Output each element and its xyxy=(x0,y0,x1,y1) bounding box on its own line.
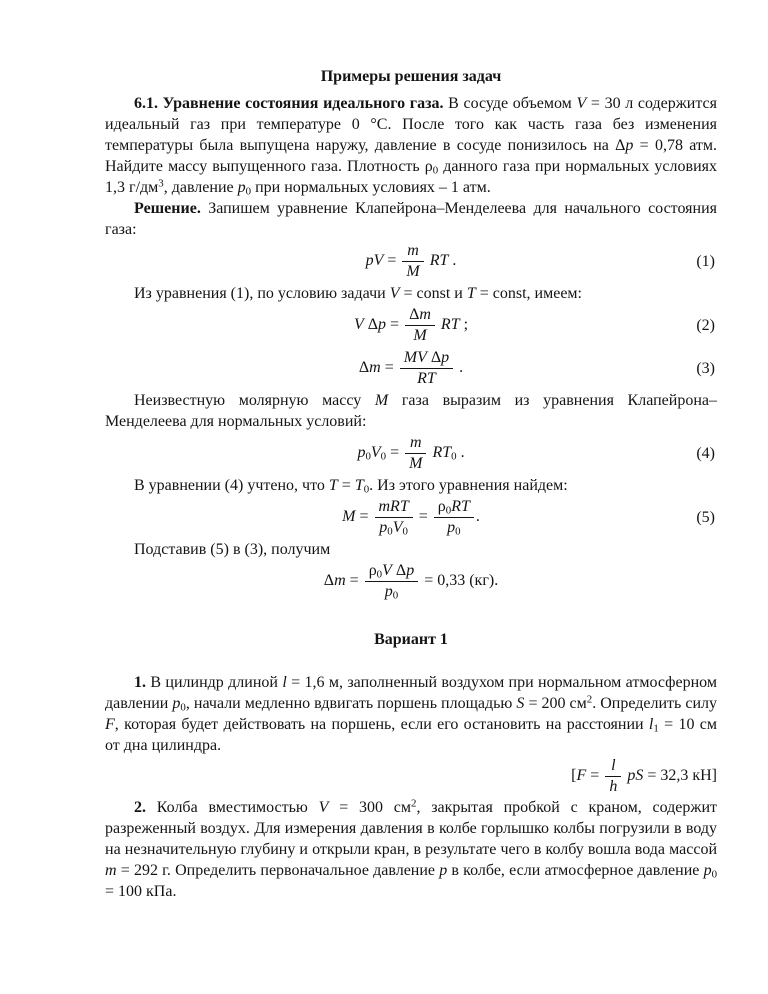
equation-2 xyxy=(105,304,717,347)
page-title: Примеры решения задач xyxy=(320,68,502,85)
equation-4-body: $p_0V_0$ = $\frac{m}{M}$ $RT_0$ . xyxy=(357,434,465,472)
fraction: $\frac{m}{M}$ xyxy=(405,434,426,473)
equation-4-number: (4) xyxy=(696,444,715,462)
equation-4 xyxy=(105,432,717,475)
equation-1-body: pV = $\frac{m}{M}$ RT . xyxy=(365,242,457,280)
fraction: $\frac{\rho_0V \Delta p}{p_0}$ xyxy=(365,562,419,601)
problem-1-answer-body: [F = $\frac{l}{h}$ pS = 32,3 кН] xyxy=(571,757,717,795)
problem-1-answer xyxy=(105,757,717,796)
solution-intro-paragraph: Решение. Запишем уравнение Клапейрона–Менделеева для начального состояния газа: xyxy=(105,200,717,238)
equation-1 xyxy=(105,240,717,283)
problem-1-paragraph: 1. В цилиндр длиной l = 1,6 м, заполненный воздухом при нормальном атмосферном давлении $p_0$, начали медленно вдвигать поршень площадью S = 200 $см^2$. Определить силу F, которая будет действовать на поршень, если его остановить на расстоянии $l_1 = 10$ см от дна цилиндра. xyxy=(105,674,718,754)
equation-3 xyxy=(105,347,717,390)
after-eq4-paragraph: В уравнении (4) учтено, что $T = T_0$. Из этого уравнения найдем: xyxy=(134,477,568,496)
fraction: $\frac{l}{h}$ xyxy=(605,757,621,796)
problem-2-paragraph: 2. Колба вместимостью V = 300 $см^2$, закрытая пробкой с краном, содержит разреженный воздух. Для измерения давления в колбе горлышко колбы погрузили в воду на незначительную глубину и открыли кран, в результате чего в колбу вошла вода массой m = 292 г. Определить первоначальное давление p в колбе, если атмосферное давление $p_0 = 100$ кПа. xyxy=(105,797,718,900)
variant-heading: Вариант 1 xyxy=(374,631,448,648)
equation-2-number: (2) xyxy=(696,316,715,334)
equation-3-number: (3) xyxy=(696,359,715,377)
equation-1-number: (1) xyxy=(696,252,715,270)
after-eq1-paragraph: Из уравнения (1), по условию задачи V = const и T = const, имеем: xyxy=(134,285,582,302)
fraction: $\frac{\text{MV Δp}}{RT}$ xyxy=(400,349,453,388)
fraction: $\frac{\rho_0RT}{p_0}$ xyxy=(434,498,474,537)
substitute-paragraph: Подставив (5) в (3), получим xyxy=(134,541,331,558)
result-equation xyxy=(105,560,717,603)
fraction: $\frac{\Delta m}{M}$ xyxy=(405,306,435,345)
equation-5-body: M = $\frac{\text{mRT}}{p_0V_0}$ = $\frac{\rho_0RT}{p_0}$ . xyxy=(342,498,480,538)
equation-3-body: Δm = $\frac{\text{MV Δp}}{RT}$ . xyxy=(358,349,464,387)
fraction: $\frac{\text{mRT}}{p_0V_0}$ xyxy=(375,498,413,537)
molar-mass-paragraph: Неизвестную молярную массу M газа выразим из уравнения Клапейрона–Менделеева для нормальных условий: xyxy=(105,392,717,430)
fraction: $\frac{m}{M}$ xyxy=(402,242,423,281)
equation-5 xyxy=(105,496,717,539)
equation-5-number: (5) xyxy=(696,508,715,526)
result-equation-body: Δm = $\frac{\rho_0V \Delta p}{p_0}$ = 0,33 (кг). xyxy=(323,562,499,602)
page-content xyxy=(105,66,717,902)
example-problem-paragraph: 6.1. Уравнение состояния идеального газа. В сосуде объемом V = 30 л содержится идеальный газ при температуре 0 °С. После того как часть газа без изменения температуры была выпущена наружу, давление в сосуде понизилось на Δp = 0,78 атм. Найдите массу выпущенного газа. Плотность $\rho_0$ данного газа при нормальных условиях 1,3 $г/дм^3$, давление $p_0$ при нормальных условиях – 1 атм. xyxy=(105,95,718,198)
equation-2-body: V Δp = $\frac{\Delta m}{M}$ RT ; xyxy=(353,306,469,344)
